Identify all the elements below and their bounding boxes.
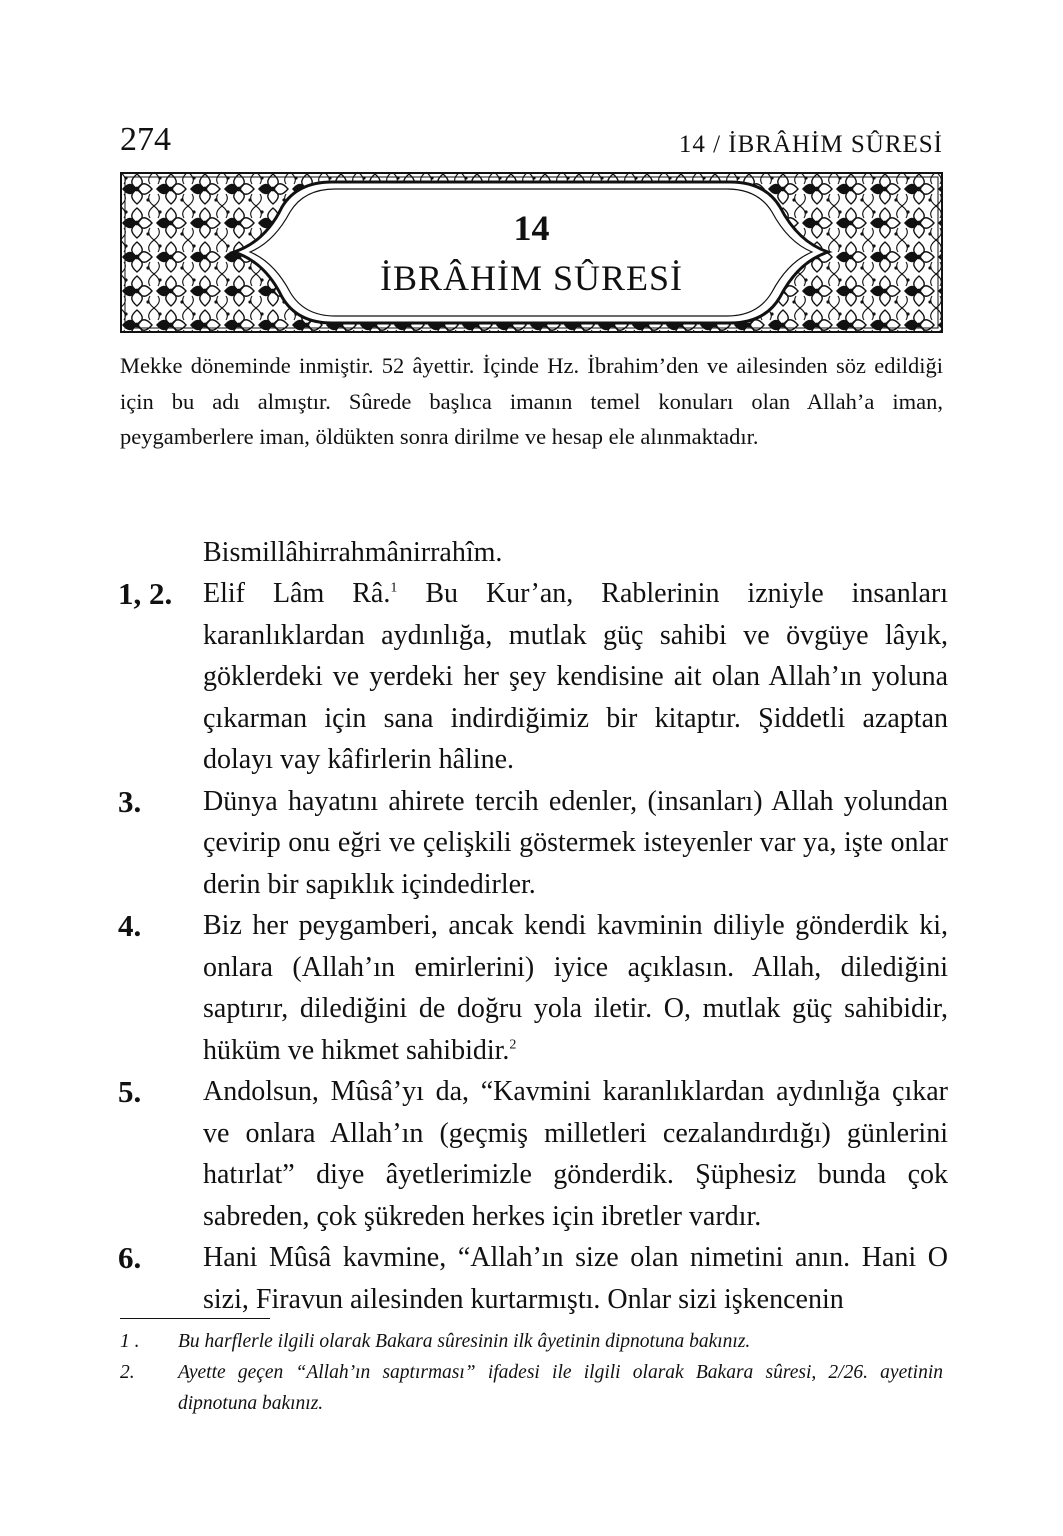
verse-number: 4.	[118, 908, 142, 943]
verse-text: Andolsun, Mûsâ’yı da, “Kavmini karanlıklardan aydınlığa çıkar ve onlara Allah’ın (geçmiş milletleri cezalandırdığı) günlerini hatırlat” diye âyetlerimizle gönderdik. Şüphesiz bunda çok sabreden, çok şükreden herkes için ibretler vardır.	[203, 1076, 948, 1232]
footnote-number: 1 .	[120, 1331, 140, 1352]
page-number: 274	[120, 121, 171, 158]
footnotes	[120, 1326, 943, 1419]
verse-text-part: Biz her peygamberi, ancak kendi kavminin diliyle gönderdik ki, onlara (Allah’ın emirlerini) iyice açıklasın. Allah, dilediğini saptırır, dilediğini de doğru yola iletir. O, mutlak güç sahibidir, hüküm ve hikmet sahibidir.	[203, 910, 948, 1066]
verse-number: 3.	[118, 783, 142, 819]
verse-text: Dünya hayatını ahirete tercih edenler, (insanları) Allah yolundan çevirip onu eğri ve çelişkili göstermek isteyenler var ya, işte onlar derin bir sapıklık içindedirler.	[203, 785, 948, 900]
verse-4	[118, 905, 948, 1071]
verse-text-part: Bu Kur’an, Rablerinin izniyle insanları karanlıklardan aydınlığa, mutlak güç sahibi ve övgüye lâyık, göklerdeki ve yerdeki her şey kendisine ait olan Allah’ın yoluna çıkarman için sana indirdiğimiz bir kitaptır. Şiddetli azaptan dolayı vay kâfirlerin hâline.	[203, 578, 948, 775]
verse-1-2	[118, 573, 948, 781]
footnote-item	[120, 1357, 943, 1419]
verse-text	[203, 573, 948, 781]
footnote-ref[interactable]: 1	[390, 580, 398, 596]
verse-5	[118, 1071, 948, 1237]
running-title: 14 / İBRÂHİM SÛRESİ	[678, 131, 943, 158]
surah-banner	[120, 172, 943, 333]
verse-text	[203, 905, 948, 1071]
footnote-text: Ayette geçen “Allah’ın saptırması” ifadesi ile ilgili olarak Bakara sûresi, 2/26. ayetinin dipnotuna bakınız.	[178, 1362, 943, 1414]
surah-title: İBRÂHİM SÛRESİ	[379, 258, 684, 298]
page-header	[120, 112, 943, 157]
verse-3	[118, 781, 948, 906]
ornamental-frame	[120, 172, 943, 333]
verse-6	[118, 1237, 948, 1320]
footnote-number: 2.	[120, 1362, 135, 1383]
footnote-divider	[120, 1318, 270, 1319]
footnote-ref[interactable]: 2	[509, 1037, 517, 1053]
bismillah: Bismillâhirrahmânirrahîm.	[203, 537, 503, 568]
verse-number: 1, 2.	[118, 576, 173, 611]
verse-number: 5.	[118, 1074, 142, 1109]
footnote-item	[120, 1326, 943, 1357]
verse-text-part: Elif Lâm Râ.	[203, 578, 391, 609]
surah-number: 14	[513, 208, 550, 248]
verses-section	[118, 533, 948, 1320]
surah-introduction: Mekke döneminde inmiştir. 52 âyettir. İçinde Hz. İbrahim’den ve ailesinden söz edildiği için bu adı almıştır. Sûrede başlıca imanın temel konuları olan Allah’a iman, peygamberlere iman, öldükten sonra dirilme ve hesap ele alınmaktadır.	[120, 353, 943, 449]
footnote-text: Bu harflerle ilgili olarak Bakara sûresinin ilk âyetinin dipnotuna bakınız.	[178, 1331, 751, 1352]
verse-text: Hani Mûsâ kavmine, “Allah’ın size olan nimetini anın. Hani O sizi, Firavun ailesinden kurtarmıştı. Onlar sizi işkencenin	[203, 1242, 948, 1315]
verse-number: 6.	[118, 1240, 142, 1275]
